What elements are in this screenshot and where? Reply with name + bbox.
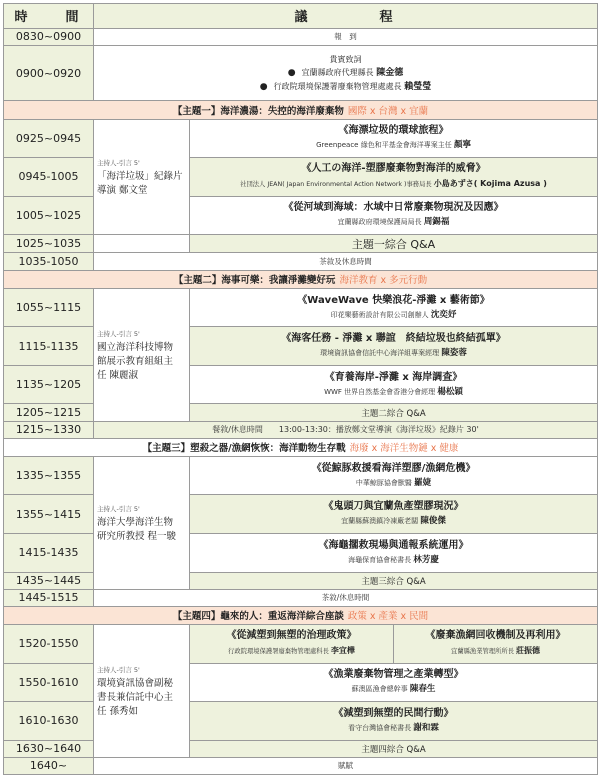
- talk-title: 《從河域到海域：水域中日常廢棄物現況及因應》: [283, 202, 504, 214]
- talk-cell: [190, 533, 598, 572]
- table-row: [4, 196, 598, 235]
- time-cell: 1610-1630: [4, 702, 94, 741]
- table-row: [4, 624, 598, 663]
- speaker-role: 蘇澳區漁會總幹事: [351, 685, 408, 694]
- time-cell: 1205~1215: [4, 404, 94, 421]
- moderator-cell: [94, 624, 190, 757]
- talk-title: 《從鯨豚救援看海洋塑膠/漁網危機》: [311, 462, 476, 474]
- moderator-cell: [94, 119, 190, 235]
- table-row: [4, 365, 598, 404]
- talk-cell: [190, 663, 598, 702]
- moderator-line: 導演 鄭文堂: [97, 184, 148, 196]
- moderator-line: 海洋大學海洋生物: [97, 516, 174, 528]
- talk-title: 《人工の海洋-塑膠廢棄物對海洋的威脅》: [301, 163, 486, 175]
- moderator-tag: 主持人-引言 5': [97, 158, 140, 167]
- table-row: [4, 702, 598, 741]
- moderator-tag: 主持人-引言 5': [97, 504, 140, 513]
- speaker-role: Greenpeace 綠色和平基金會海洋專案主任: [316, 141, 452, 150]
- talk-cell: [190, 119, 598, 158]
- registration-cell: 報 到: [94, 28, 598, 45]
- speaker-name: 沈奕妤: [430, 309, 457, 320]
- qa-cell: 主題一綜合 Q&A: [190, 235, 598, 253]
- break-cell: 茶敘及休息時間: [94, 253, 598, 270]
- time-cell: 1115-1135: [4, 327, 94, 366]
- speaker-role: 宜蘭縣蘇澳鎮冷凍廠老闆: [341, 517, 419, 526]
- qa-cell: 主題三綜合 Q&A: [190, 572, 598, 589]
- speaker-name: 林芳慶: [413, 554, 439, 565]
- time-cell: 1445-1515: [4, 589, 94, 606]
- talk-cell: [190, 702, 598, 741]
- time-cell: 0900~0920: [4, 45, 94, 101]
- table-row: [4, 533, 598, 572]
- talk-title: 《海漂垃圾的環球旅程》: [338, 125, 449, 137]
- speaker-name: 周錫福: [423, 217, 450, 228]
- time-cell: 1055~1115: [4, 288, 94, 327]
- time-cell: 0830~0900: [4, 28, 94, 45]
- theme-tag: 海廢 x 海洋生物鏈 x 健康: [349, 443, 459, 455]
- theme-3-banner: [4, 438, 598, 456]
- moderator-cell: [94, 288, 190, 421]
- speaker-name: 小島あずさ( Kojima Azusa ): [433, 179, 547, 189]
- table-row: [4, 235, 598, 253]
- speaker-name: 李宜樺: [330, 646, 355, 656]
- table-row: [4, 757, 598, 774]
- theme-tag: 國際 x 台灣 x 宜蘭: [347, 106, 429, 118]
- moderator-line: 國立海洋科技博物: [97, 341, 174, 353]
- speaker-name: 陳姿蓉: [441, 348, 467, 359]
- speaker-role: 環境資訊協會信託中心海洋組專案經理: [320, 349, 440, 358]
- time-cell: 1355~1415: [4, 495, 94, 534]
- speaker-role: 中華鯨豚協會獸醫: [355, 478, 412, 487]
- speaker-role: 海龜保育協會秘書長: [348, 555, 412, 564]
- talk-title: 《WaveWave 快樂浪花-淨灘 x 藝術節》: [297, 294, 490, 306]
- table-row: [4, 28, 598, 45]
- speaker-role: 社団法人 JEAN( Japan Environmental Action Network )事務局長: [240, 181, 432, 189]
- opening-remarks-cell: [94, 45, 598, 101]
- talk-cell: [190, 158, 598, 197]
- talk-cell: [394, 624, 598, 663]
- speaker-role: WWF 世界自然基金會香港分會經理: [324, 387, 436, 396]
- theme-2-banner: [4, 270, 598, 288]
- talk-title: 《鬼頭刀與宜蘭魚產塑膠現況》: [323, 501, 464, 513]
- table-row: [4, 327, 598, 366]
- speaker-name: 陳春生: [409, 684, 436, 695]
- break-cell: 茶敘/休息時間: [94, 589, 598, 606]
- talk-cell: [190, 288, 598, 327]
- table-row: [4, 253, 598, 270]
- speaker-name: 賴瑩瑩: [404, 81, 432, 92]
- lunch-cell: 餐敘/休息時間 13:00-13:30：播放鄭文堂導演《海洋垃圾》紀錄片 30': [94, 421, 598, 438]
- agenda-column-header: 議 程: [94, 4, 598, 29]
- talk-title: 《育養海岸-淨灘 x 海岸調查》: [324, 371, 463, 383]
- talk-cell: [190, 495, 598, 534]
- time-cell: 1520-1550: [4, 624, 94, 663]
- speaker-name: 顏寧: [453, 140, 471, 151]
- speaker-name: 羅婕: [414, 477, 432, 488]
- speaker-role: 宜蘭縣漁業管理所所長: [451, 648, 514, 656]
- theme-row: [4, 606, 598, 624]
- theme-title: 【主題四】龜來的人：重返海洋綜合座談: [172, 611, 344, 623]
- moderator-line: 「海洋垃圾」紀錄片: [97, 170, 183, 182]
- table-row: [4, 119, 598, 158]
- talk-cell: [190, 456, 598, 495]
- time-cell: 0945-1005: [4, 158, 94, 197]
- moderator-tag: 主持人-引言 5': [97, 665, 140, 674]
- table-row: [4, 288, 598, 327]
- bullet-icon: ●: [259, 81, 268, 92]
- time-cell: 1135~1205: [4, 365, 94, 404]
- theme-title: 【主題一】海洋濃湯：失控的海洋廢棄物: [172, 106, 344, 118]
- table-row: [4, 663, 598, 702]
- talk-title: 《減塑到無塑的民間行動》: [333, 707, 454, 719]
- table-row: [4, 404, 598, 421]
- talk-title: 《廢棄漁網回收機制及再利用》: [425, 630, 566, 642]
- table-row: [4, 740, 598, 757]
- theme-title: 【主題三】塑殺之器/漁網恢恢：海洋動物生存戰: [142, 443, 346, 455]
- moderator-tag: 主持人-引言 5': [97, 329, 140, 338]
- time-cell: 1215~1330: [4, 421, 94, 438]
- talk-cell: [190, 327, 598, 366]
- table-row: [4, 421, 598, 438]
- theme-title: 【主題二】海事可樂：我讓淨灘變好玩: [173, 275, 336, 287]
- talk-cell: [190, 365, 598, 404]
- moderator-line: 研究所教授 程一駿: [97, 530, 177, 542]
- agenda-table: [3, 3, 598, 775]
- talk-title: 《海客任務 - 淨灘 x 聯誼 終結垃圾也終結孤單》: [281, 333, 506, 345]
- moderator-cell: [94, 456, 190, 589]
- talk-cell: [190, 624, 394, 663]
- table-row: [4, 158, 598, 197]
- table-row: [4, 45, 598, 101]
- theme-tag: 海洋教育 x 多元行動: [339, 275, 428, 287]
- time-cell: 1640~: [4, 757, 94, 774]
- time-cell: 1335~1355: [4, 456, 94, 495]
- talk-title: 《海龜擱救現場與通報系統運用》: [318, 539, 469, 551]
- table-row: [4, 589, 598, 606]
- speaker-role: 看守台灣協會秘書長: [348, 723, 412, 732]
- speaker-role: 行政院環境保護署廢棄物管理處科長: [228, 648, 329, 656]
- speaker-role: 行政院環境保護署廢棄物管理處處長: [273, 81, 402, 91]
- qa-cell: 主題二綜合 Q&A: [190, 404, 598, 421]
- speaker-role: 印花樂藝術設計有限公司創辦人: [330, 310, 429, 319]
- table-row: [4, 495, 598, 534]
- theme-row: [4, 101, 598, 119]
- moderator-line: 任 孫秀如: [97, 705, 139, 717]
- theme-row: [4, 438, 598, 456]
- moderator-line: 館展示教育組組主: [97, 355, 174, 367]
- speaker-name: 陳俊傑: [420, 516, 446, 527]
- speaker-name: 楊松穎: [437, 386, 463, 397]
- moderator-line: 任 陳麗淑: [97, 369, 139, 381]
- time-cell: 1630~1640: [4, 740, 94, 757]
- speaker-role: 宜蘭縣政府代理縣長: [301, 67, 374, 77]
- table-row: [4, 456, 598, 495]
- speaker-role: 宜蘭縣政府環境保護局局長: [337, 218, 422, 227]
- theme-row: [4, 270, 598, 288]
- time-cell: 1035-1050: [4, 253, 94, 270]
- closing-cell: 賦賦: [94, 757, 598, 774]
- talk-title: 《漁業廢棄物管理之產業轉型》: [323, 669, 464, 681]
- talk-cell: [190, 196, 598, 235]
- talk-title: 《從減塑到無塑的治理政策》: [226, 630, 357, 642]
- speaker-name: 莊振德: [516, 646, 540, 656]
- theme-tag: 政策 x 產業 x 民間: [347, 611, 429, 623]
- bullet-icon: ●: [287, 67, 296, 78]
- speaker-name: 陳金德: [376, 67, 404, 78]
- theme-1-banner: [4, 101, 598, 119]
- time-cell: 1005~1025: [4, 196, 94, 235]
- time-cell: 1550-1610: [4, 663, 94, 702]
- time-cell: 1435~1445: [4, 572, 94, 589]
- moderator-line: 書長兼信託中心主: [97, 691, 174, 703]
- moderator-line: 環境資訊協會副秘: [97, 677, 174, 689]
- table-row: [4, 572, 598, 589]
- theme-4-banner: [4, 606, 598, 624]
- opening-title: 貴賓致詞: [329, 54, 362, 64]
- qa-cell: 主題四綜合 Q&A: [190, 740, 598, 757]
- speaker-name: 謝和霖: [413, 722, 439, 733]
- time-column-header: 時 間: [4, 4, 94, 29]
- time-cell: 1025~1035: [4, 235, 94, 253]
- time-cell: 0925~0945: [4, 119, 94, 158]
- time-cell: 1415-1435: [4, 533, 94, 572]
